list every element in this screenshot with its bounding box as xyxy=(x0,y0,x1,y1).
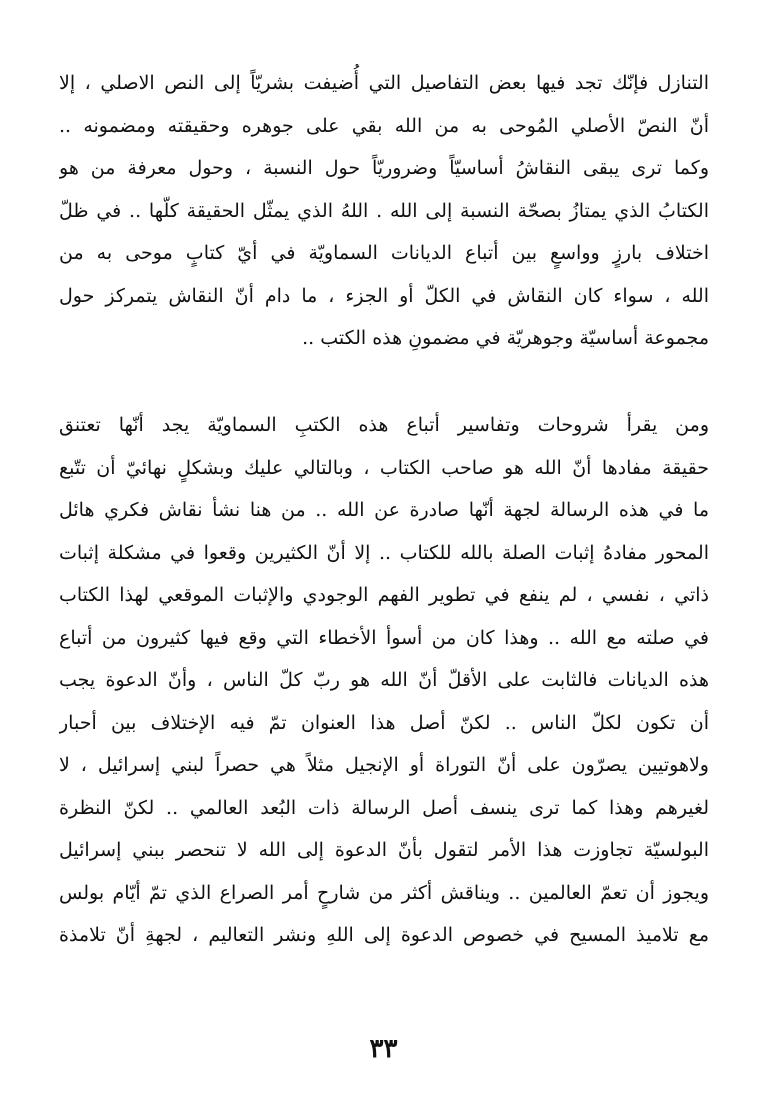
text-line: هذه الديانات فالثابت على الأقلّ أنّ الله هو ربّ كلّ الناس ، وأنّ الدعوة يجب xyxy=(59,669,709,691)
text-line: ذاتي ، نفسي ، لم ينفع في تطوير الفهم الوجودي والإثبات الموقعي لهذا الكتاب xyxy=(59,584,709,606)
text-line: البولسيّة تجاوزت هذا الأمر لتقول بأنّ الدعوة إلى الله لا تنحصر ببني إسرائيل xyxy=(59,839,709,861)
text-line: أن تكون لكلّ الناس .. لكنّ أصل هذا العنوان تمّ فيه الإختلاف بين أحبار xyxy=(59,711,709,734)
text-line: في صلته مع الله .. وهذا كان من أسوأ الأخطاء التي وقع فيها كثيرون من أتباع xyxy=(59,626,709,649)
text-line: لغيرهم وهذا كما ترى ينسف أصل الرسالة ذات البُعد العالمي .. لكنّ النظرة xyxy=(59,796,709,819)
paragraph-1 xyxy=(59,62,709,360)
text-line: حقيقة مفادها أنّ الله هو صاحب الكتاب ، وبالتالي عليك وبشكلٍ نهائيّ أن تتّبع xyxy=(59,456,709,479)
text-line: وكما ترى يبقى النقاشُ أساسيّاً وضروريّاً حول النسبة ، وحول معرفة من هو xyxy=(59,157,709,179)
text-line: التنازل فإنّك تجد فيها بعض التفاصيل التي أُضيفت بشريّاً إلى النص الاصلي ، إلا xyxy=(59,72,709,94)
text-line: ولاهوتيين يصرّون على أنّ التوراة أو الإنجيل مثلاً هي حصراً لبني إسرائيل ، لا xyxy=(59,754,709,776)
text-line: مع تلاميذ المسيح في خصوص الدعوة إلى اللهِ ونشر التعاليم ، لجهةِ أنّ تلامذة xyxy=(59,924,709,946)
page-number: ٣٣ xyxy=(369,1034,398,1064)
text-line: المحور مفادهُ إثبات الصلة بالله للكتاب .. إلا أنّ الكثيرين وقعوا في مشكلة إثبات xyxy=(59,541,709,564)
text-line: ومن يقرأ شروحات وتفاسير أتباع هذه الكتبِ السماويّة يجد أنّها تعتنق xyxy=(59,414,709,436)
text-line: الله ، سواء كان النقاش في الكلّ أو الجزء ، ما دام أنّ النقاش يتمركز حول xyxy=(59,284,709,307)
text-line: الكتابُ الذي يمتازُ بصحّة النسبة إلى الله . اللهُ الذي يمثّل الحقيقة كلّها .. في ظلّ xyxy=(59,199,709,222)
text-line: ما في هذه الرسالة لجهة أنّها صادرة عن الله .. من هنا نشأ نقاش فكري هائل xyxy=(59,499,709,521)
text-line: اختلاف بارزٍ وواسعٍ بين أتباع الديانات السماويّة في أيّ كتابٍ موحى به من xyxy=(59,242,709,264)
text-line: ويجوز أن تعمّ العالمين .. ويناقش أكثر من شارحٍ أمر الصراع الذي تمّ أيّام بولس xyxy=(59,881,709,904)
text-line: مجموعة أساسيّة وجوهريّة في مضمونِ هذه الكتب .. xyxy=(302,327,709,349)
paragraph-2 xyxy=(59,404,709,957)
text-line: أنّ النصّ الأصلي المُوحى به من الله بقي على جوهره وحقيقته ومضمونه .. xyxy=(59,114,709,137)
